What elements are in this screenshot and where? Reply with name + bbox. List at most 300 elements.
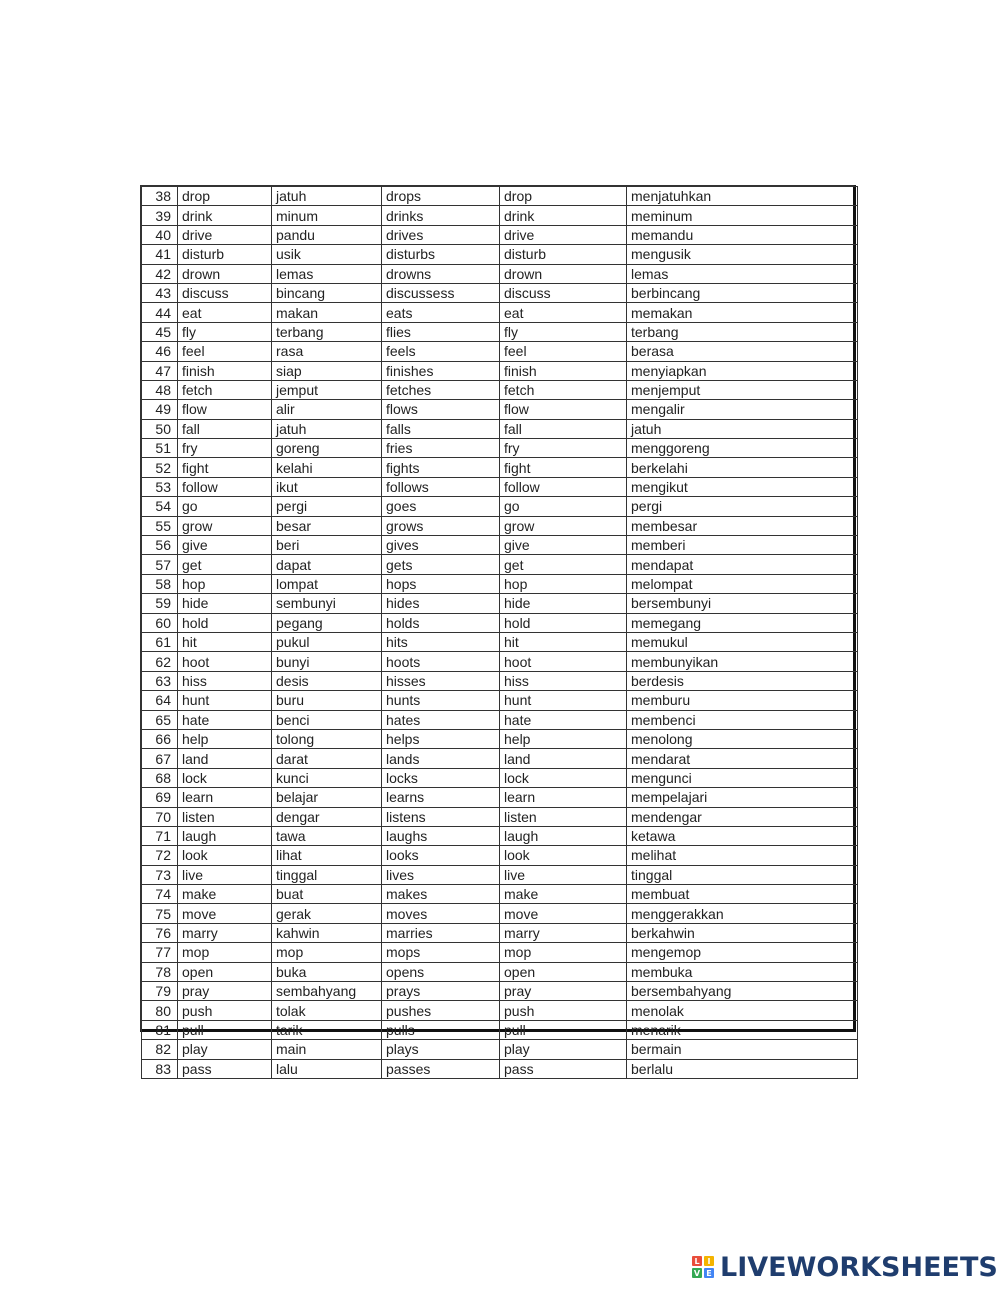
malay-root-cell: tawa <box>272 826 382 845</box>
past-form-cell: hide <box>500 594 627 613</box>
present-tense-cell: goes <box>382 497 500 516</box>
table-row <box>142 729 858 748</box>
past-form-cell: drink <box>500 206 627 225</box>
malay-verb-cell: memberi <box>627 536 858 555</box>
past-form-cell: move <box>500 904 627 923</box>
table-row <box>142 865 858 884</box>
malay-verb-cell: menolak <box>627 1001 858 1020</box>
table-row <box>142 788 858 807</box>
malay-verb-cell: memegang <box>627 613 858 632</box>
malay-verb-cell: meminum <box>627 206 858 225</box>
present-tense-cell: drops <box>382 187 500 206</box>
present-tense-cell: flows <box>382 400 500 419</box>
logo-letter-l: L <box>692 1256 702 1266</box>
malay-root-cell: darat <box>272 749 382 768</box>
present-tense-cell: marries <box>382 923 500 942</box>
base-verb-cell: make <box>178 885 272 904</box>
table-row <box>142 962 858 981</box>
present-tense-cell: learns <box>382 788 500 807</box>
present-tense-cell: hisses <box>382 671 500 690</box>
present-tense-cell: opens <box>382 962 500 981</box>
row-number-cell: 44 <box>142 303 178 322</box>
row-number-cell: 65 <box>142 710 178 729</box>
past-form-cell: flow <box>500 400 627 419</box>
base-verb-cell: hoot <box>178 652 272 671</box>
base-verb-cell: go <box>178 497 272 516</box>
malay-root-cell: pergi <box>272 497 382 516</box>
table-row <box>142 632 858 651</box>
base-verb-cell: look <box>178 846 272 865</box>
row-number-cell: 62 <box>142 652 178 671</box>
malay-verb-cell: bermain <box>627 1040 858 1059</box>
base-verb-cell: fight <box>178 458 272 477</box>
past-form-cell: pray <box>500 982 627 1001</box>
malay-verb-cell: tinggal <box>627 865 858 884</box>
malay-root-cell: lihat <box>272 846 382 865</box>
past-form-cell: push <box>500 1001 627 1020</box>
past-form-cell: look <box>500 846 627 865</box>
row-number-cell: 52 <box>142 458 178 477</box>
malay-verb-cell: ketawa <box>627 826 858 845</box>
malay-root-cell: tolak <box>272 1001 382 1020</box>
past-form-cell: drop <box>500 187 627 206</box>
liveworksheets-logo-icon <box>692 1256 714 1278</box>
past-form-cell: go <box>500 497 627 516</box>
present-tense-cell: passes <box>382 1059 500 1078</box>
past-form-cell: eat <box>500 303 627 322</box>
past-form-cell: fry <box>500 439 627 458</box>
present-tense-cell: holds <box>382 613 500 632</box>
row-number-cell: 72 <box>142 846 178 865</box>
present-tense-cell: fights <box>382 458 500 477</box>
table-row <box>142 283 858 302</box>
malay-root-cell: pukul <box>272 632 382 651</box>
table-row <box>142 807 858 826</box>
past-form-cell: feel <box>500 342 627 361</box>
table-row <box>142 904 858 923</box>
past-form-cell: open <box>500 962 627 981</box>
malay-verb-cell: berbincang <box>627 283 858 302</box>
present-tense-cell: makes <box>382 885 500 904</box>
past-form-cell: get <box>500 555 627 574</box>
table-row <box>142 245 858 264</box>
present-tense-cell: fetches <box>382 380 500 399</box>
table-row <box>142 1020 858 1039</box>
present-tense-cell: falls <box>382 419 500 438</box>
table-row <box>142 982 858 1001</box>
past-form-cell: hop <box>500 574 627 593</box>
past-form-cell: hunt <box>500 691 627 710</box>
present-tense-cell: plays <box>382 1040 500 1059</box>
malay-verb-cell: mengikut <box>627 477 858 496</box>
base-verb-cell: pull <box>178 1020 272 1039</box>
table-row <box>142 264 858 283</box>
malay-verb-cell: membesar <box>627 516 858 535</box>
table-row <box>142 361 858 380</box>
past-form-cell: learn <box>500 788 627 807</box>
row-number-cell: 53 <box>142 477 178 496</box>
row-number-cell: 43 <box>142 283 178 302</box>
table-row <box>142 380 858 399</box>
malay-root-cell: buka <box>272 962 382 981</box>
malay-root-cell: sembunyi <box>272 594 382 613</box>
present-tense-cell: fries <box>382 439 500 458</box>
row-number-cell: 82 <box>142 1040 178 1059</box>
malay-root-cell: pandu <box>272 225 382 244</box>
malay-root-cell: buat <box>272 885 382 904</box>
past-form-cell: grow <box>500 516 627 535</box>
row-number-cell: 49 <box>142 400 178 419</box>
malay-root-cell: gerak <box>272 904 382 923</box>
brand-wordmark: LIVEWORKSHEETS <box>720 1251 998 1283</box>
table-row <box>142 652 858 671</box>
malay-root-cell: lemas <box>272 264 382 283</box>
past-form-cell: mop <box>500 943 627 962</box>
table-row <box>142 555 858 574</box>
malay-root-cell: makan <box>272 303 382 322</box>
malay-root-cell: pegang <box>272 613 382 632</box>
row-number-cell: 42 <box>142 264 178 283</box>
table-row <box>142 613 858 632</box>
row-number-cell: 46 <box>142 342 178 361</box>
past-form-cell: follow <box>500 477 627 496</box>
malay-verb-cell: melompat <box>627 574 858 593</box>
past-form-cell: give <box>500 536 627 555</box>
present-tense-cell: feels <box>382 342 500 361</box>
present-tense-cell: grows <box>382 516 500 535</box>
base-verb-cell: laugh <box>178 826 272 845</box>
malay-verb-cell: memandu <box>627 225 858 244</box>
malay-root-cell: kahwin <box>272 923 382 942</box>
base-verb-cell: flow <box>178 400 272 419</box>
base-verb-cell: move <box>178 904 272 923</box>
base-verb-cell: help <box>178 729 272 748</box>
present-tense-cell: hides <box>382 594 500 613</box>
malay-root-cell: besar <box>272 516 382 535</box>
row-number-cell: 81 <box>142 1020 178 1039</box>
base-verb-cell: hold <box>178 613 272 632</box>
present-tense-cell: lands <box>382 749 500 768</box>
malay-verb-cell: mempelajari <box>627 788 858 807</box>
base-verb-cell: live <box>178 865 272 884</box>
row-number-cell: 50 <box>142 419 178 438</box>
base-verb-cell: fetch <box>178 380 272 399</box>
present-tense-cell: discussess <box>382 283 500 302</box>
past-form-cell: hate <box>500 710 627 729</box>
present-tense-cell: drinks <box>382 206 500 225</box>
malay-verb-cell: menarik <box>627 1020 858 1039</box>
malay-root-cell: usik <box>272 245 382 264</box>
row-number-cell: 38 <box>142 187 178 206</box>
table-row <box>142 303 858 322</box>
base-verb-cell: get <box>178 555 272 574</box>
base-verb-cell: learn <box>178 788 272 807</box>
present-tense-cell: drives <box>382 225 500 244</box>
past-form-cell: laugh <box>500 826 627 845</box>
base-verb-cell: drop <box>178 187 272 206</box>
table-row <box>142 943 858 962</box>
past-form-cell: drown <box>500 264 627 283</box>
malay-verb-cell: jatuh <box>627 419 858 438</box>
table-row <box>142 342 858 361</box>
present-tense-cell: prays <box>382 982 500 1001</box>
malay-verb-cell: membunyikan <box>627 652 858 671</box>
present-tense-cell: pulls <box>382 1020 500 1039</box>
past-form-cell: lock <box>500 768 627 787</box>
base-verb-cell: drive <box>178 225 272 244</box>
malay-root-cell: siap <box>272 361 382 380</box>
row-number-cell: 57 <box>142 555 178 574</box>
present-tense-cell: follows <box>382 477 500 496</box>
malay-root-cell: jatuh <box>272 419 382 438</box>
table-row <box>142 225 858 244</box>
table-row <box>142 516 858 535</box>
table-row <box>142 826 858 845</box>
past-form-cell: hit <box>500 632 627 651</box>
table-row <box>142 400 858 419</box>
malay-verb-cell: melihat <box>627 846 858 865</box>
malay-root-cell: buru <box>272 691 382 710</box>
table-row <box>142 594 858 613</box>
past-form-cell: land <box>500 749 627 768</box>
malay-verb-cell: membenci <box>627 710 858 729</box>
base-verb-cell: hiss <box>178 671 272 690</box>
base-verb-cell: fry <box>178 439 272 458</box>
row-number-cell: 39 <box>142 206 178 225</box>
table-row <box>142 710 858 729</box>
base-verb-cell: eat <box>178 303 272 322</box>
malay-verb-cell: memakan <box>627 303 858 322</box>
malay-verb-cell: berasa <box>627 342 858 361</box>
row-number-cell: 74 <box>142 885 178 904</box>
malay-verb-cell: mengusik <box>627 245 858 264</box>
verb-table-container <box>140 185 856 1077</box>
table-row <box>142 691 858 710</box>
row-number-cell: 61 <box>142 632 178 651</box>
base-verb-cell: open <box>178 962 272 981</box>
row-number-cell: 55 <box>142 516 178 535</box>
past-form-cell: pull <box>500 1020 627 1039</box>
malay-root-cell: tolong <box>272 729 382 748</box>
malay-root-cell: main <box>272 1040 382 1059</box>
past-form-cell: hoot <box>500 652 627 671</box>
row-number-cell: 60 <box>142 613 178 632</box>
malay-verb-cell: memukul <box>627 632 858 651</box>
row-number-cell: 59 <box>142 594 178 613</box>
malay-root-cell: desis <box>272 671 382 690</box>
row-number-cell: 76 <box>142 923 178 942</box>
malay-root-cell: lompat <box>272 574 382 593</box>
malay-root-cell: bunyi <box>272 652 382 671</box>
malay-root-cell: minum <box>272 206 382 225</box>
row-number-cell: 70 <box>142 807 178 826</box>
row-number-cell: 41 <box>142 245 178 264</box>
malay-root-cell: kelahi <box>272 458 382 477</box>
table-row <box>142 1040 858 1059</box>
row-number-cell: 47 <box>142 361 178 380</box>
past-form-cell: pass <box>500 1059 627 1078</box>
base-verb-cell: follow <box>178 477 272 496</box>
logo-letter-v: V <box>693 1268 701 1278</box>
malay-root-cell: rasa <box>272 342 382 361</box>
table-row <box>142 885 858 904</box>
malay-verb-cell: bersembahyang <box>627 982 858 1001</box>
row-number-cell: 78 <box>142 962 178 981</box>
base-verb-cell: discuss <box>178 283 272 302</box>
base-verb-cell: hunt <box>178 691 272 710</box>
malay-verb-cell: mendengar <box>627 807 858 826</box>
past-form-cell: hiss <box>500 671 627 690</box>
malay-verb-cell: menolong <box>627 729 858 748</box>
malay-verb-cell: menyiapkan <box>627 361 858 380</box>
past-form-cell: disturb <box>500 245 627 264</box>
malay-verb-cell: lemas <box>627 264 858 283</box>
malay-root-cell: goreng <box>272 439 382 458</box>
malay-verb-cell: menjatuhkan <box>627 187 858 206</box>
malay-verb-cell: mendarat <box>627 749 858 768</box>
malay-verb-cell: mengalir <box>627 400 858 419</box>
base-verb-cell: marry <box>178 923 272 942</box>
present-tense-cell: laughs <box>382 826 500 845</box>
present-tense-cell: lives <box>382 865 500 884</box>
malay-root-cell: tinggal <box>272 865 382 884</box>
base-verb-cell: give <box>178 536 272 555</box>
present-tense-cell: gives <box>382 536 500 555</box>
present-tense-cell: hops <box>382 574 500 593</box>
logo-letter-i: I <box>704 1256 714 1266</box>
malay-verb-cell: berkahwin <box>627 923 858 942</box>
malay-root-cell: bincang <box>272 283 382 302</box>
table-row <box>142 439 858 458</box>
row-number-cell: 73 <box>142 865 178 884</box>
base-verb-cell: disturb <box>178 245 272 264</box>
malay-verb-cell: berdesis <box>627 671 858 690</box>
table-row <box>142 322 858 341</box>
table-row <box>142 206 858 225</box>
table-row <box>142 923 858 942</box>
malay-verb-cell: memburu <box>627 691 858 710</box>
malay-root-cell: ikut <box>272 477 382 496</box>
row-number-cell: 45 <box>142 322 178 341</box>
past-form-cell: discuss <box>500 283 627 302</box>
malay-root-cell: terbang <box>272 322 382 341</box>
malay-verb-cell: berlalu <box>627 1059 858 1078</box>
base-verb-cell: hate <box>178 710 272 729</box>
malay-verb-cell: membuat <box>627 885 858 904</box>
base-verb-cell: hop <box>178 574 272 593</box>
row-number-cell: 40 <box>142 225 178 244</box>
malay-root-cell: dengar <box>272 807 382 826</box>
past-form-cell: finish <box>500 361 627 380</box>
past-form-cell: marry <box>500 923 627 942</box>
row-number-cell: 83 <box>142 1059 178 1078</box>
past-form-cell: listen <box>500 807 627 826</box>
base-verb-cell: land <box>178 749 272 768</box>
malay-root-cell: dapat <box>272 555 382 574</box>
base-verb-cell: mop <box>178 943 272 962</box>
table-row <box>142 671 858 690</box>
present-tense-cell: eats <box>382 303 500 322</box>
row-number-cell: 71 <box>142 826 178 845</box>
base-verb-cell: lock <box>178 768 272 787</box>
malay-verb-cell: berkelahi <box>627 458 858 477</box>
present-tense-cell: flies <box>382 322 500 341</box>
base-verb-cell: drink <box>178 206 272 225</box>
base-verb-cell: listen <box>178 807 272 826</box>
present-tense-cell: listens <box>382 807 500 826</box>
table-row <box>142 497 858 516</box>
malay-root-cell: jatuh <box>272 187 382 206</box>
row-number-cell: 48 <box>142 380 178 399</box>
past-form-cell: fly <box>500 322 627 341</box>
base-verb-cell: fall <box>178 419 272 438</box>
present-tense-cell: moves <box>382 904 500 923</box>
past-form-cell: help <box>500 729 627 748</box>
table-row <box>142 419 858 438</box>
base-verb-cell: push <box>178 1001 272 1020</box>
base-verb-cell: drown <box>178 264 272 283</box>
present-tense-cell: looks <box>382 846 500 865</box>
row-number-cell: 56 <box>142 536 178 555</box>
verb-table-body <box>142 187 858 1079</box>
malay-verb-cell: mendapat <box>627 555 858 574</box>
malay-verb-cell: menggoreng <box>627 439 858 458</box>
row-number-cell: 63 <box>142 671 178 690</box>
present-tense-cell: finishes <box>382 361 500 380</box>
base-verb-cell: pray <box>178 982 272 1001</box>
malay-root-cell: tarik <box>272 1020 382 1039</box>
malay-root-cell: mop <box>272 943 382 962</box>
malay-root-cell: kunci <box>272 768 382 787</box>
row-number-cell: 64 <box>142 691 178 710</box>
base-verb-cell: finish <box>178 361 272 380</box>
malay-root-cell: jemput <box>272 380 382 399</box>
past-form-cell: live <box>500 865 627 884</box>
table-row <box>142 458 858 477</box>
past-form-cell: play <box>500 1040 627 1059</box>
verb-table <box>141 186 858 1079</box>
table-row <box>142 187 858 206</box>
table-row <box>142 477 858 496</box>
present-tense-cell: hunts <box>382 691 500 710</box>
present-tense-cell: drowns <box>382 264 500 283</box>
malay-root-cell: belajar <box>272 788 382 807</box>
present-tense-cell: disturbs <box>382 245 500 264</box>
row-number-cell: 51 <box>142 439 178 458</box>
malay-verb-cell: mengunci <box>627 768 858 787</box>
malay-root-cell: sembahyang <box>272 982 382 1001</box>
malay-root-cell: lalu <box>272 1059 382 1078</box>
base-verb-cell: fly <box>178 322 272 341</box>
present-tense-cell: gets <box>382 555 500 574</box>
malay-verb-cell: menggerakkan <box>627 904 858 923</box>
table-row <box>142 846 858 865</box>
table-row <box>142 1001 858 1020</box>
base-verb-cell: hide <box>178 594 272 613</box>
table-row <box>142 536 858 555</box>
base-verb-cell: feel <box>178 342 272 361</box>
malay-root-cell: beri <box>272 536 382 555</box>
base-verb-cell: play <box>178 1040 272 1059</box>
row-number-cell: 67 <box>142 749 178 768</box>
malay-verb-cell: terbang <box>627 322 858 341</box>
present-tense-cell: locks <box>382 768 500 787</box>
past-form-cell: fight <box>500 458 627 477</box>
row-number-cell: 75 <box>142 904 178 923</box>
table-row <box>142 749 858 768</box>
liveworksheets-brand <box>692 1250 998 1284</box>
malay-root-cell: benci <box>272 710 382 729</box>
